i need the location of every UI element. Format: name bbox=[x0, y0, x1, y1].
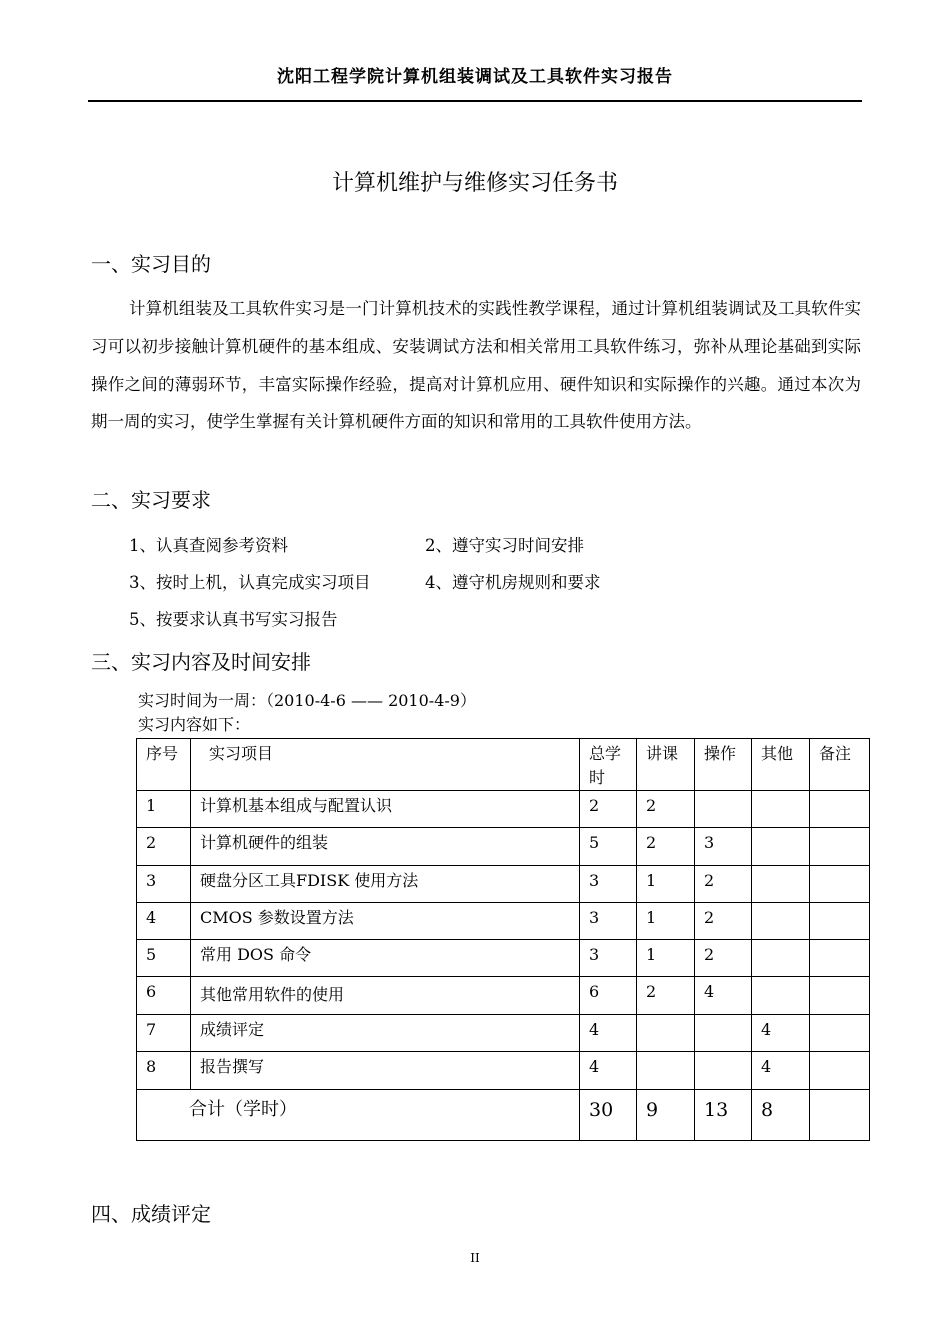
table-cell: 1 bbox=[137, 791, 191, 828]
table-cell bbox=[752, 940, 810, 977]
table-cell bbox=[810, 903, 870, 940]
requirement-item: 1、认真查阅参考资料 bbox=[129, 536, 288, 555]
table-cell: 2 bbox=[695, 866, 752, 903]
document-title: 计算机维护与维修实习任务书 bbox=[331, 171, 618, 196]
table-cell: 7 bbox=[137, 1015, 191, 1052]
table-cell: 成绩评定 bbox=[191, 1015, 580, 1052]
table-cell: 报告撰写 bbox=[191, 1052, 580, 1090]
total-cell: 30 bbox=[580, 1090, 637, 1141]
table-cell: 6 bbox=[137, 977, 191, 1015]
table-cell: 4 bbox=[752, 1015, 810, 1052]
table-cell bbox=[695, 1052, 752, 1090]
table-cell: 8 bbox=[137, 1052, 191, 1090]
header-cell: 备注 bbox=[810, 739, 870, 791]
table-row bbox=[137, 791, 870, 828]
table-header-row bbox=[137, 739, 870, 791]
table-cell: 常用 DOS 命令 bbox=[191, 940, 580, 977]
total-cell: 13 bbox=[695, 1090, 752, 1141]
header-cell: 总学时 bbox=[580, 739, 637, 791]
section-heading-grading: 四、成绩评定 bbox=[91, 1202, 211, 1226]
table-cell: 4 bbox=[752, 1052, 810, 1090]
table-cell: 1 bbox=[637, 940, 695, 977]
table-cell: 3 bbox=[137, 866, 191, 903]
table-row bbox=[137, 903, 870, 940]
total-label: 合计（学时） bbox=[137, 1090, 580, 1141]
total-cell: 9 bbox=[637, 1090, 695, 1141]
table-cell: 2 bbox=[637, 977, 695, 1015]
table-row bbox=[137, 1052, 870, 1090]
requirement-item: 3、按时上机，认真完成实习项目 bbox=[129, 573, 371, 592]
table-cell: 硬盘分区工具FDISK 使用方法 bbox=[191, 866, 580, 903]
table-cell: 4 bbox=[137, 903, 191, 940]
section-heading-requirements: 二、实习要求 bbox=[91, 488, 211, 512]
table-cell bbox=[810, 828, 870, 866]
page-header-title: 沈阳工程学院计算机组装调试及工具软件实习报告 bbox=[277, 67, 673, 87]
table-cell bbox=[752, 903, 810, 940]
requirement-item: 5、按要求认真书写实习报告 bbox=[129, 610, 338, 629]
header-rule bbox=[88, 100, 862, 102]
table-cell: 2 bbox=[580, 791, 637, 828]
table-cell: 1 bbox=[637, 903, 695, 940]
table-cell bbox=[810, 1052, 870, 1090]
table-cell bbox=[810, 1015, 870, 1052]
table-total-row bbox=[137, 1090, 870, 1141]
table-cell bbox=[695, 1015, 752, 1052]
header-cell: 序号 bbox=[137, 739, 191, 791]
table-cell: 2 bbox=[637, 791, 695, 828]
table-cell: 3 bbox=[580, 940, 637, 977]
table-cell bbox=[637, 1052, 695, 1090]
schedule-content-line: 实习内容如下： bbox=[138, 715, 251, 734]
table-cell: 6 bbox=[580, 977, 637, 1015]
page-number: II bbox=[470, 1251, 480, 1265]
section-heading-schedule: 三、实习内容及时间安排 bbox=[91, 650, 311, 674]
table-cell bbox=[810, 977, 870, 1015]
table-cell bbox=[810, 791, 870, 828]
table-row bbox=[137, 828, 870, 866]
table-cell: 3 bbox=[695, 828, 752, 866]
table-cell: 2 bbox=[637, 828, 695, 866]
table-cell bbox=[810, 940, 870, 977]
table-cell bbox=[752, 791, 810, 828]
table-cell: 1 bbox=[637, 866, 695, 903]
table-cell: 其他常用软件的使用 bbox=[191, 977, 580, 1015]
requirement-item: 4、遵守机房规则和要求 bbox=[425, 573, 601, 592]
purpose-paragraph: 计算机组装及工具软件实习是一门计算机技术的实践性教学课程，通过计算机组装调试及工具软件实习可以初步接触计算机硬件的基本组成、安装调试方法和相关常用工具软件练习，弥补从理论基础到实际操作之间的薄弱环节，丰富实际操作经验，提高对计算机应用、硬件知识和实际操作的兴趣。通过本次为期一周的实习，使学生掌握有关计算机硬件方面的知识和常用的工具软件使用方法。 bbox=[91, 299, 861, 432]
header-cell: 实习项目 bbox=[191, 739, 580, 791]
requirement-item: 2、遵守实习时间安排 bbox=[425, 536, 584, 555]
header-cell: 操作 bbox=[695, 739, 752, 791]
table-row bbox=[137, 866, 870, 903]
table-cell: 4 bbox=[580, 1015, 637, 1052]
table-cell: 4 bbox=[580, 1052, 637, 1090]
table-row bbox=[137, 1015, 870, 1052]
table-cell: 计算机硬件的组装 bbox=[191, 828, 580, 866]
table-cell bbox=[752, 828, 810, 866]
table-cell: 4 bbox=[695, 977, 752, 1015]
table-cell: CMOS 参数设置方法 bbox=[191, 903, 580, 940]
table-cell: 3 bbox=[580, 866, 637, 903]
header-cell: 其他 bbox=[752, 739, 810, 791]
table-cell: 3 bbox=[580, 903, 637, 940]
header-cell: 讲课 bbox=[637, 739, 695, 791]
table-cell: 2 bbox=[695, 903, 752, 940]
table-cell bbox=[752, 977, 810, 1015]
table-cell: 5 bbox=[137, 940, 191, 977]
table-cell bbox=[695, 791, 752, 828]
table-cell bbox=[637, 1015, 695, 1052]
schedule-time-line: 实习时间为一周：（2010-4-6 —— 2010-4-9） bbox=[138, 691, 476, 710]
schedule-table bbox=[136, 738, 870, 1141]
table-cell bbox=[810, 866, 870, 903]
table-row bbox=[137, 977, 870, 1015]
section-heading-purpose: 一、实习目的 bbox=[91, 252, 211, 276]
total-cell bbox=[810, 1090, 870, 1141]
total-cell: 8 bbox=[752, 1090, 810, 1141]
table-cell: 2 bbox=[137, 828, 191, 866]
table-cell: 2 bbox=[695, 940, 752, 977]
table-cell bbox=[752, 866, 810, 903]
table-cell: 5 bbox=[580, 828, 637, 866]
table-cell: 计算机基本组成与配置认识 bbox=[191, 791, 580, 828]
table-row bbox=[137, 940, 870, 977]
